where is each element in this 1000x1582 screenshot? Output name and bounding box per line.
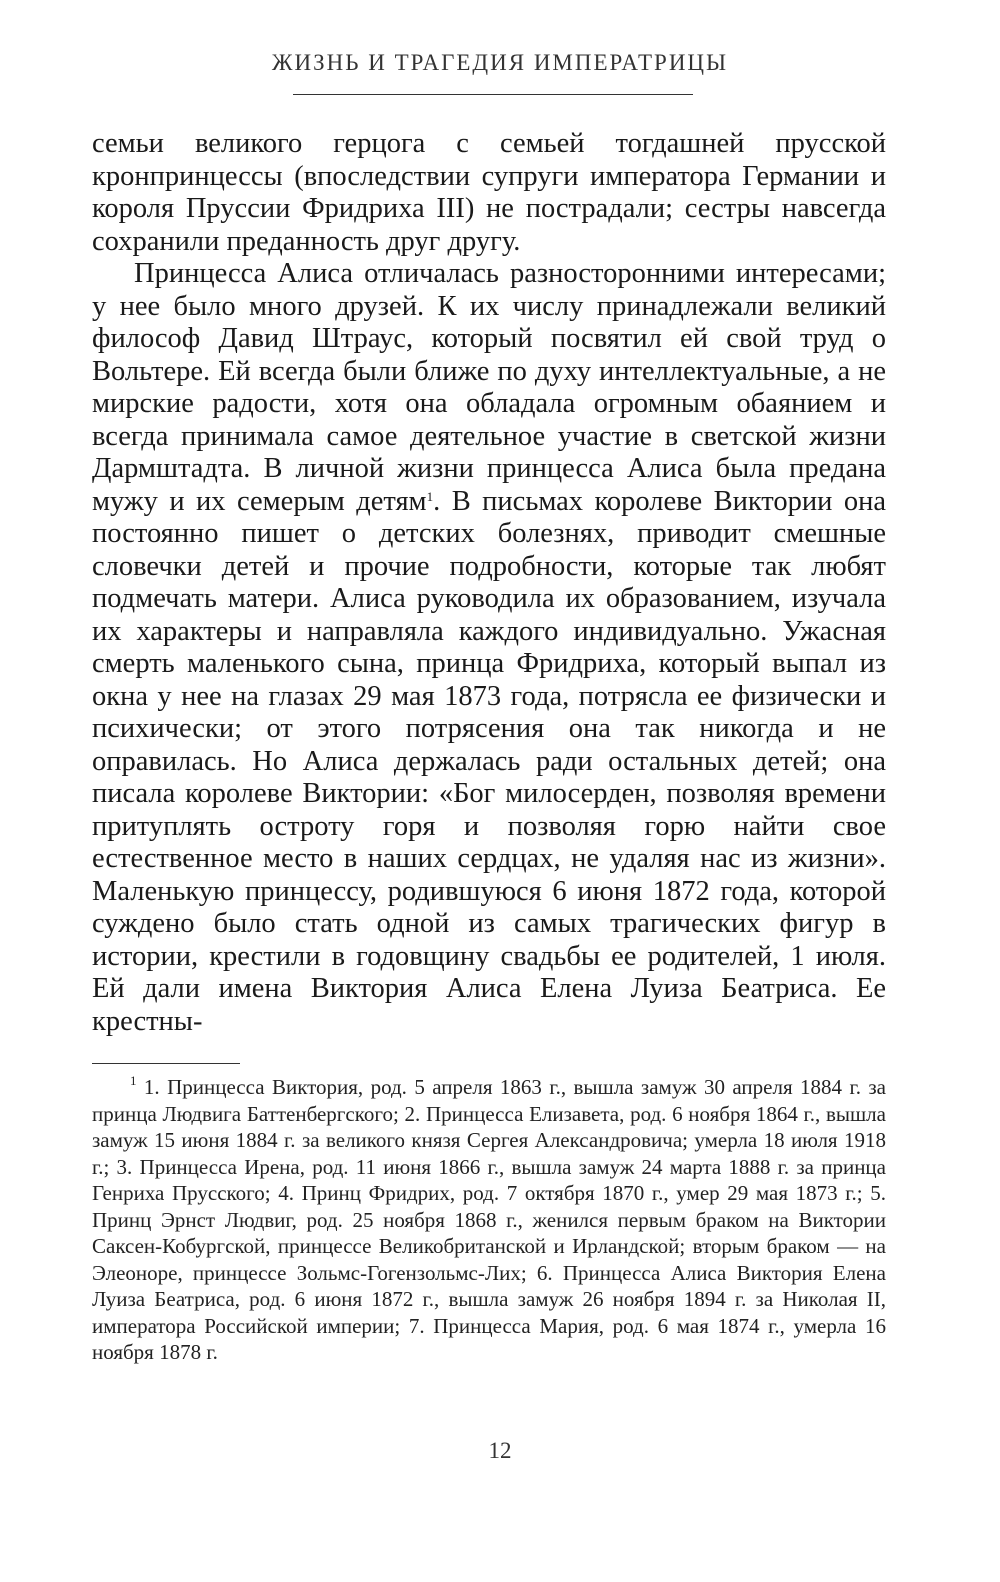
footnote-rule — [92, 1063, 240, 1064]
footnote-marker: 1 — [130, 1073, 137, 1088]
paragraph-2 — [92, 258, 886, 1038]
running-head-rule — [293, 94, 693, 95]
body-text — [92, 128, 886, 1038]
footnote-text: 1. Принцесса Виктория, род. 5 апреля 1863 г., вышла замуж 30 апреля 1884 г. за принца Людвига Баттенбергского; 2. Принцесса Елизавета, род. 6 ноября 1864 г., вышла замуж 15 июня 1884 г. за великого князя Сергея Александровича; умерла 18 июля 1918 г.; 3. Принцесса Ирена, род. 11 июня 1866 г., вышла замуж 24 марта 1888 г. за принца Генриха Прусского; 4. Принц Фридрих, род. 7 октября 1870 г., умер 29 мая 1873 г.; 5. Принц Эрнст Людвиг, род. 25 ноября 1868 г., женился первым браком на Виктории Саксен-Кобургской, принцессе Великобританской и Ирландской; вторым браком — на Элеоноре, принцессе Зольмс-Гогензольмс-Лих; 6. Принцесса Алиса Виктория Елена Луиза Беатриса, род. 6 июня 1872 г., вышла замуж 26 ноября 1894 г. за Николая II, императора Российской империи; 7. Принцесса Мария, род. 6 мая 1874 г., умерла 16 ноября 1878 г. — [92, 1075, 886, 1364]
footnote-reference[interactable]: 1 — [426, 488, 434, 504]
paragraph-2-part-b: . В письмах королеве Виктории она постоянно пишет о детских болезнях, приводит смешные словечки детей и прочие подробности, которые так любят подмечать матери. Алиса руководила их образованием, изучала их характеры и направляла каждого индивидуально. Ужасная смерть маленького сына, принца Фридриха, который выпал из окна у нее на глазах 29 мая 1873 года, потрясла ее физически и психически; от этого потрясения она так никогда и не оправилась. Но Алиса держалась ради остальных детей; она писала королеве Виктории: «Бог милосерден, позволяя времени притуплять остроту горя и позволяя горю найти свое естественное место в наших сердцах, не удаляя нас из жизни». Маленькую принцессу, родившуюся 6 июня 1872 года, которой суждено было стать одной из самых трагических фигур в истории, крестили в годовщину свадьбы ее родителей, 1 июля. Ей дали имена Виктория Алиса Елена Луиза Беатриса. Ее крестны- — [92, 485, 887, 1037]
page-number: 12 — [488, 1438, 512, 1463]
paragraph-2-part-a: Принцесса Алиса отличалась разносторонними интересами; у нее было много друзей. К их числу принадлежали великий философ Давид Штраус, который посвятил ей свой труд о Вольтере. Ей всегда были ближе по духу интеллектуальные, а не мирские радости, хотя она обладала огромным обаянием и всегда принимала самое деятельное участие в светской жизни Дармштадта. В личной жизни принцесса Алиса была предана мужу и их семерым детям — [92, 258, 886, 517]
paragraph-1: семьи великого герцога с семьей тогдашней прусской кронпринцессы (впоследствии супруги императора Германии и короля Пруссии Фридриха III) не пострадали; сестры навсегда сохранили преданность друг другу. — [92, 128, 886, 257]
running-head: ЖИЗНЬ И ТРАГЕДИЯ ИМПЕРАТРИЦЫ — [271, 50, 729, 75]
footnote — [92, 1074, 886, 1366]
